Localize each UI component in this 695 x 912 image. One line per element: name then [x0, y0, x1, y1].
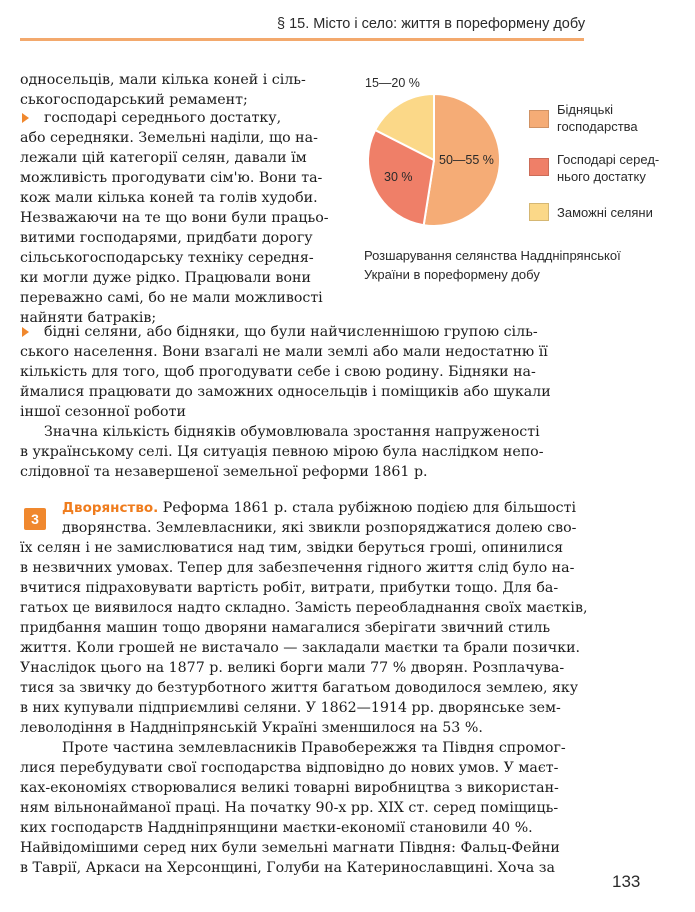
text-line: ках-економіях створювалися великі товарні виробництва з використан-	[20, 780, 559, 796]
section-heading: Дворянство.	[62, 500, 159, 516]
text-line: Унаслідок цього на 1877 р. великі борги мали 77 % дворян. Розплачува-	[20, 660, 565, 676]
bullet-marker-icon	[22, 327, 29, 337]
text-line: ського населення. Вони взагалі не мали землі або мали недостатню її	[20, 344, 548, 360]
text-line: в Таврії, Аркаси на Херсонщині, Голуби на Катеринославщині. Хоча за	[20, 860, 555, 876]
text-line: вчитися підраховувати вартість робіт, витрати, прибутки тощо. Для ба-	[20, 580, 559, 596]
header-rule	[20, 38, 584, 41]
text-line: життя. Коли грошей не вистачало — закладали маєтки та брали позички.	[20, 640, 581, 656]
text-line: тися за звичку до безтурботного життя багатьом доводилося землею, яку	[20, 680, 579, 696]
legend-label-poor-line1: Бідняцькі	[557, 102, 614, 117]
text-line: Значна кількість бідняків обумовлювала зростання напруженості	[44, 424, 540, 440]
text-line: в українському селі. Ця ситуація певною мірою була наслідком непо-	[20, 444, 544, 460]
pie-label-middle: 30 %	[384, 170, 413, 184]
chart-caption-line1: Розшарування селянства Наддніпрянської	[364, 248, 621, 263]
text-line: переважно самі, бо не мали можливості	[20, 290, 323, 306]
legend-label-middle-line1: Господарі серед-	[557, 152, 660, 167]
chart-caption-line2: України в пореформену добу	[364, 267, 540, 282]
text-line: ймалися працювати до заможних односельців і поміщиків або шукали	[20, 384, 551, 400]
text-line: Найвідомішими серед них були земельні магнати Півдня: Фальц-Фейни	[20, 840, 560, 856]
text-line: в незвичних умовах. Тепер для забезпечення гідного життя слід було на-	[20, 560, 575, 576]
text-line: Незважаючи на те що вони були працьо-	[20, 210, 329, 226]
pie-label-poor: 50—55 %	[439, 153, 494, 167]
legend-label-poor	[557, 101, 638, 135]
legend-swatch-middle	[529, 158, 549, 176]
text-line: односельців, мали кілька коней і сіль-	[20, 72, 306, 88]
legend-label-middle	[557, 151, 659, 185]
text-line: слідовної та незавершеної земельної реформи 1861 р.	[20, 464, 428, 480]
text-line: найняти батраків;	[20, 310, 157, 326]
section-first-line	[62, 498, 576, 518]
text-line: або середняки. Земельні наділи, що на-	[20, 130, 318, 146]
text-line: сільськогосподарську техніку середня-	[20, 250, 314, 266]
text-line: ням вільнонайманої праці. На початку 90-х рр. XIX ст. серед поміщиць-	[20, 800, 559, 816]
text-line: Проте частина землевласників Правобережжя та Півдня спромог-	[62, 740, 566, 756]
text-line: ких господарств Наддніпрянщини маєтки-економії становили 40 %.	[20, 820, 533, 836]
text-line: можливість прогодувати сім'ю. Вони та-	[20, 170, 323, 186]
text-line: лися перебудувати свої господарства відповідно до нових умов. У маєт-	[20, 760, 559, 776]
text-line: іншої сезонної роботи	[20, 404, 186, 420]
text-line: дворянства. Землевласники, які звикли розпоряджатися долею сво-	[62, 520, 577, 536]
text-line: їх селян і не замислюватися над тим, звідки беруться гроші, опинилися	[20, 540, 564, 556]
text-line: господарі середнього достатку,	[44, 110, 282, 126]
text-line: ськогосподарський ремамент;	[20, 92, 248, 108]
text-line: лежали цій категорії селян, давали їм	[20, 150, 307, 166]
chart-caption	[364, 246, 621, 284]
text-line: гатьох це виявилося надто складно. Замість переобладнання своїх маєтків,	[20, 600, 588, 616]
text-line: витими господарями, придбати дорогу	[20, 230, 313, 246]
text-line: ки могли дуже рідко. Працювали вони	[20, 270, 311, 286]
pie-label-wealthy: 15—20 %	[365, 76, 420, 90]
legend-label-poor-line2: господарства	[557, 119, 638, 134]
section-first-line-text: Реформа 1861 р. стала рубіжною подією для більшості	[158, 500, 577, 516]
legend-swatch-poor	[529, 110, 549, 128]
section-number-badge: 3	[24, 508, 46, 530]
legend-swatch-wealthy	[529, 203, 549, 221]
text-line: придбання машин тощо дворяни намагалися зберігати звичний стиль	[20, 620, 551, 636]
legend-label-middle-line2: нього достатку	[557, 169, 646, 184]
legend-label-wealthy: Заможні селяни	[557, 205, 653, 220]
text-line: в них купували підприємливі селяни. У 1862—1914 рр. дворянське зем-	[20, 700, 561, 716]
text-line: кож мали кілька коней та голів худоби.	[20, 190, 318, 206]
page-number: 133	[612, 872, 641, 891]
chapter-header: § 15. Місто і село: життя в пореформену добу	[277, 16, 586, 32]
bullet-marker-icon	[22, 113, 29, 123]
text-line: бідні селяни, або бідняки, що були найчисленнішою групою сіль-	[44, 324, 538, 340]
text-line: леволодіння в Наддніпрянській Україні зменшилося на 53 %.	[20, 720, 483, 736]
text-line: кількість для того, щоб прогодувати себе і свою родину. Бідняки на-	[20, 364, 536, 380]
